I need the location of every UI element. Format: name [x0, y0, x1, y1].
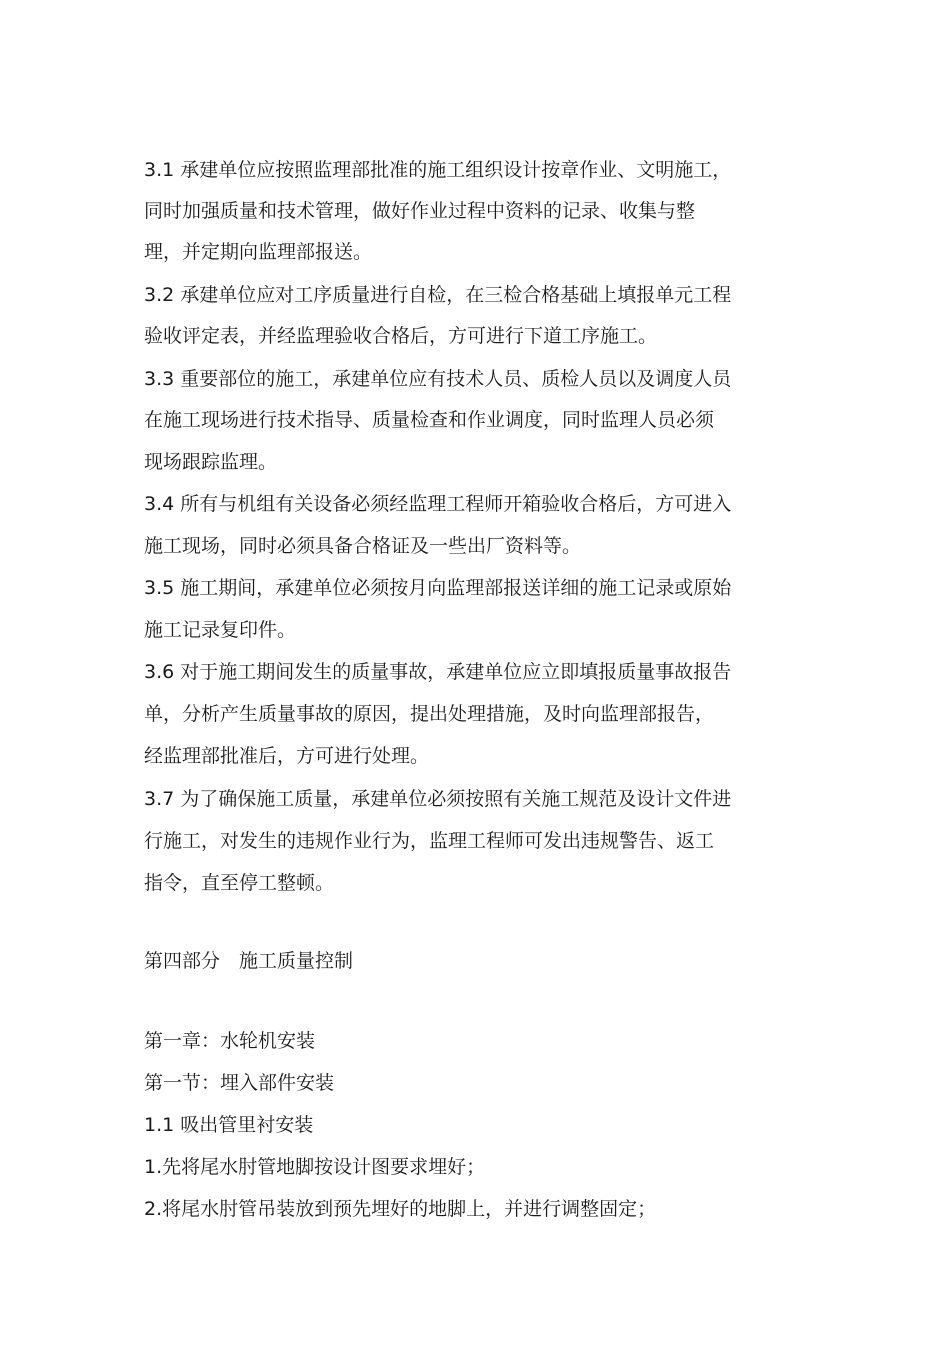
paragraph-3-3-line-1: 3.3 重要部位的施工，承建单位应有技术人员、质检人员以及调度人员 [144, 368, 732, 390]
paragraph-3-4-line-2: 施工现场，同时必须具备合格证及一些出厂资料等。 [144, 535, 582, 557]
paragraph-3-2-line-1: 3.2 承建单位应对工序质量进行自检，在三检合格基础上填报单元工程 [144, 284, 732, 306]
step-2: 2.将尾水肘管吊装放到预先埋好的地脚上，并进行调整固定； [144, 1198, 657, 1220]
paragraph-3-3-line-2: 在施工现场进行技术指导、质量检查和作业调度，同时监理人员必须 [144, 409, 715, 431]
paragraph-3-1-line-3: 理，并定期向监理部报送。 [144, 241, 373, 263]
paragraph-3-5-line-1: 3.5 施工期间，承建单位必须按月向监理部报送详细的施工记录或原始 [144, 577, 732, 599]
paragraph-3-1-line-2: 同时加强质量和技术管理，做好作业过程中资料的记录、收集与整 [144, 200, 696, 222]
paragraph-3-6-line-3: 经监理部批准后，方可进行处理。 [144, 745, 430, 767]
paragraph-3-4-line-1: 3.4 所有与机组有关设备必须经监理工程师开箱验收合格后，方可进入 [144, 493, 732, 515]
paragraph-3-5-line-2: 施工记录复印件。 [144, 619, 297, 641]
paragraph-3-6-line-2: 单，分析产生质量事故的原因，提出处理措施，及时向监理部报告， [144, 703, 715, 725]
paragraph-3-3-line-3: 现场跟踪监理。 [144, 451, 278, 473]
paragraph-3-7-line-2: 行施工，对发生的违规作业行为，监理工程师可发出违规警告、返工 [144, 830, 715, 852]
step-1: 1.先将尾水肘管地脚按设计图要求埋好； [144, 1156, 486, 1178]
paragraph-3-7-line-1: 3.7 为了确保施工质量，承建单位必须按照有关施工规范及设计文件进 [144, 788, 732, 810]
subsection-heading: 1.1 吸出管里衬安装 [144, 1114, 314, 1136]
chapter-heading: 第一章：水轮机安装 [144, 1030, 316, 1052]
section-heading: 第一节：埋入部件安装 [144, 1072, 335, 1094]
paragraph-3-6-line-1: 3.6 对于施工期间发生的质量事故，承建单位应立即填报质量事故报告 [144, 661, 732, 683]
part-heading: 第四部分 施工质量控制 [144, 950, 354, 972]
paragraph-3-2-line-2: 验收评定表，并经监理验收合格后，方可进行下道工序施工。 [144, 325, 658, 347]
paragraph-3-7-line-3: 指令，直至停工整顿。 [144, 872, 335, 894]
paragraph-3-1-line-1: 3.1 承建单位应按照监理部批准的施工组织设计按章作业、文明施工， [144, 159, 732, 181]
